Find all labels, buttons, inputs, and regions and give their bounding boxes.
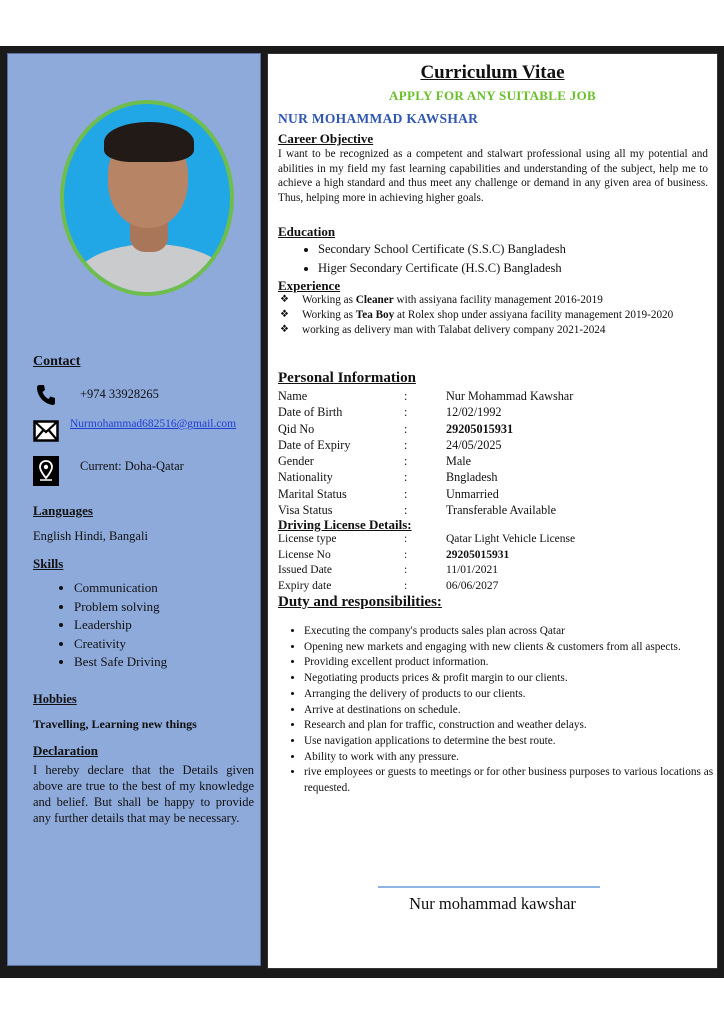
skill-item: • Creativity bbox=[74, 635, 167, 654]
sidebar bbox=[7, 53, 261, 966]
diamond-bullet-icon: ❖ bbox=[280, 324, 289, 335]
main-content bbox=[267, 53, 718, 969]
duty-item: • Arrive at destinations on schedule. bbox=[304, 703, 724, 719]
skills-list bbox=[54, 579, 167, 672]
email-link[interactable]: Nurmohammad682516@gmail.com bbox=[70, 418, 237, 430]
experience-item: ❖ Working as Cleaner with assiyana facility management 2016-2019 bbox=[280, 294, 603, 306]
duty-item: • Use navigation applications to determine the best route. bbox=[304, 734, 724, 750]
contact-heading: Contact bbox=[33, 354, 81, 369]
info-row: Nationality : Bngladesh bbox=[278, 470, 498, 485]
languages-heading: Languages bbox=[33, 503, 93, 518]
duty-item: • Opening new markets and engaging with new clients & customers from all aspects. bbox=[304, 640, 724, 656]
personal-info-table bbox=[278, 388, 708, 518]
map-pin-icon bbox=[33, 456, 59, 486]
duty-item: • Arranging the delivery of products to our clients. bbox=[304, 687, 724, 703]
career-objective-text: I want to be recognized as a competent and stalwart professional using all my potential and abilities in my field my fast learning capabilities and understanding of the subject, help me to achieve a high standard and thus meet any challenge or demand in any given area of business. Thus, helping more in achieving higher goals. bbox=[278, 148, 708, 204]
license-row: Expiry date : 06/06/2027 bbox=[278, 579, 499, 592]
skill-item: • Leadership bbox=[74, 616, 167, 635]
cv-subtitle: APPLY FOR ANY SUITABLE JOB bbox=[389, 88, 596, 103]
top-margin bbox=[0, 0, 724, 46]
experience-item: ❖ Working as Tea Boy at Rolex shop under assiyana facility management 2019-2020 bbox=[280, 309, 674, 321]
license-row: Issued Date : 11/01/2021 bbox=[278, 564, 498, 577]
license-row: License No : 29205015931 bbox=[278, 548, 510, 561]
duty-item: • Executing the company's products sales plan across Qatar bbox=[304, 624, 724, 640]
driving-license-heading: Driving License Details: bbox=[278, 517, 412, 532]
languages-text: English Hindi, Bangali bbox=[33, 529, 148, 543]
skill-item: • Problem solving bbox=[74, 598, 167, 617]
duty-item: • Research and plan for traffic, construction and weather delays. bbox=[304, 718, 724, 734]
hobbies-heading: Hobbies bbox=[33, 692, 77, 706]
experience-item: ❖ working as delivery man with Talabat delivery company 2021-2024 bbox=[280, 324, 606, 336]
current-location: Current: Doha-Qatar bbox=[80, 459, 184, 473]
skill-item: • Communication bbox=[74, 579, 167, 598]
photo-hair bbox=[104, 122, 194, 162]
experience-heading: Experience bbox=[278, 278, 341, 293]
phone-icon bbox=[33, 382, 59, 408]
info-row: Date of Expiry : 24/05/2025 bbox=[278, 437, 502, 452]
education-heading: Education bbox=[278, 224, 336, 239]
duties-heading: Duty and responsibilities: bbox=[278, 594, 442, 610]
info-row: Gender : Male bbox=[278, 454, 472, 469]
license-row: License type : Qatar Light Vehicle License bbox=[278, 533, 576, 545]
education-item: • Secondary School Certificate (S.S.C) Bangladesh bbox=[318, 240, 566, 259]
duty-item: • Ability to work with any pressure. bbox=[304, 750, 724, 766]
info-row: Visa Status : Transferable Available bbox=[278, 503, 556, 518]
driving-license-table bbox=[278, 532, 708, 594]
info-row: Marital Status : Unmarried bbox=[278, 486, 499, 501]
envelope-icon bbox=[33, 418, 59, 444]
experience-list bbox=[278, 293, 710, 338]
diamond-bullet-icon: ❖ bbox=[280, 309, 289, 320]
declaration-text: I hereby declare that the Details given above are true to the best of my knowledge and belief. But shall be happy to provide any further details that may be necessary. bbox=[33, 763, 254, 825]
info-row: Name : Nur Mohammad Kawshar bbox=[278, 389, 574, 403]
skill-item: • Best Safe Driving bbox=[74, 653, 167, 672]
career-objective-heading: Career Objective bbox=[278, 131, 374, 146]
info-row: Qid No : 29205015931 bbox=[278, 421, 514, 436]
duty-item: • Providing excellent product information. bbox=[304, 655, 724, 671]
declaration-heading: Declaration bbox=[33, 743, 98, 758]
info-row: Date of Birth : 12/02/1992 bbox=[278, 405, 502, 420]
personal-info-heading: Personal Information bbox=[278, 370, 416, 386]
hobbies-text: Travelling, Learning new things bbox=[33, 717, 197, 731]
education-item: • Higer Secondary Certificate (H.S.C) Bangladesh bbox=[318, 259, 566, 278]
duty-item: • rive employees or guests to meetings or for other business purposes to various locations as requested. bbox=[304, 765, 724, 796]
duties-list bbox=[284, 624, 724, 797]
profile-photo bbox=[60, 100, 234, 296]
skills-heading: Skills bbox=[33, 556, 64, 571]
cv-title: Curriculum Vitae bbox=[420, 62, 565, 83]
duty-item: • Negotiating products prices & profit margin to our clients. bbox=[304, 671, 724, 687]
diamond-bullet-icon: ❖ bbox=[280, 294, 289, 305]
education-list bbox=[298, 240, 566, 278]
signature-line bbox=[378, 886, 600, 888]
signature-name: Nur mohammad kawshar bbox=[409, 894, 576, 913]
phone-number[interactable]: +974 33928265 bbox=[80, 387, 159, 401]
bottom-margin bbox=[0, 978, 724, 1024]
applicant-name: NUR MOHAMMAD KAWSHAR bbox=[278, 111, 479, 126]
